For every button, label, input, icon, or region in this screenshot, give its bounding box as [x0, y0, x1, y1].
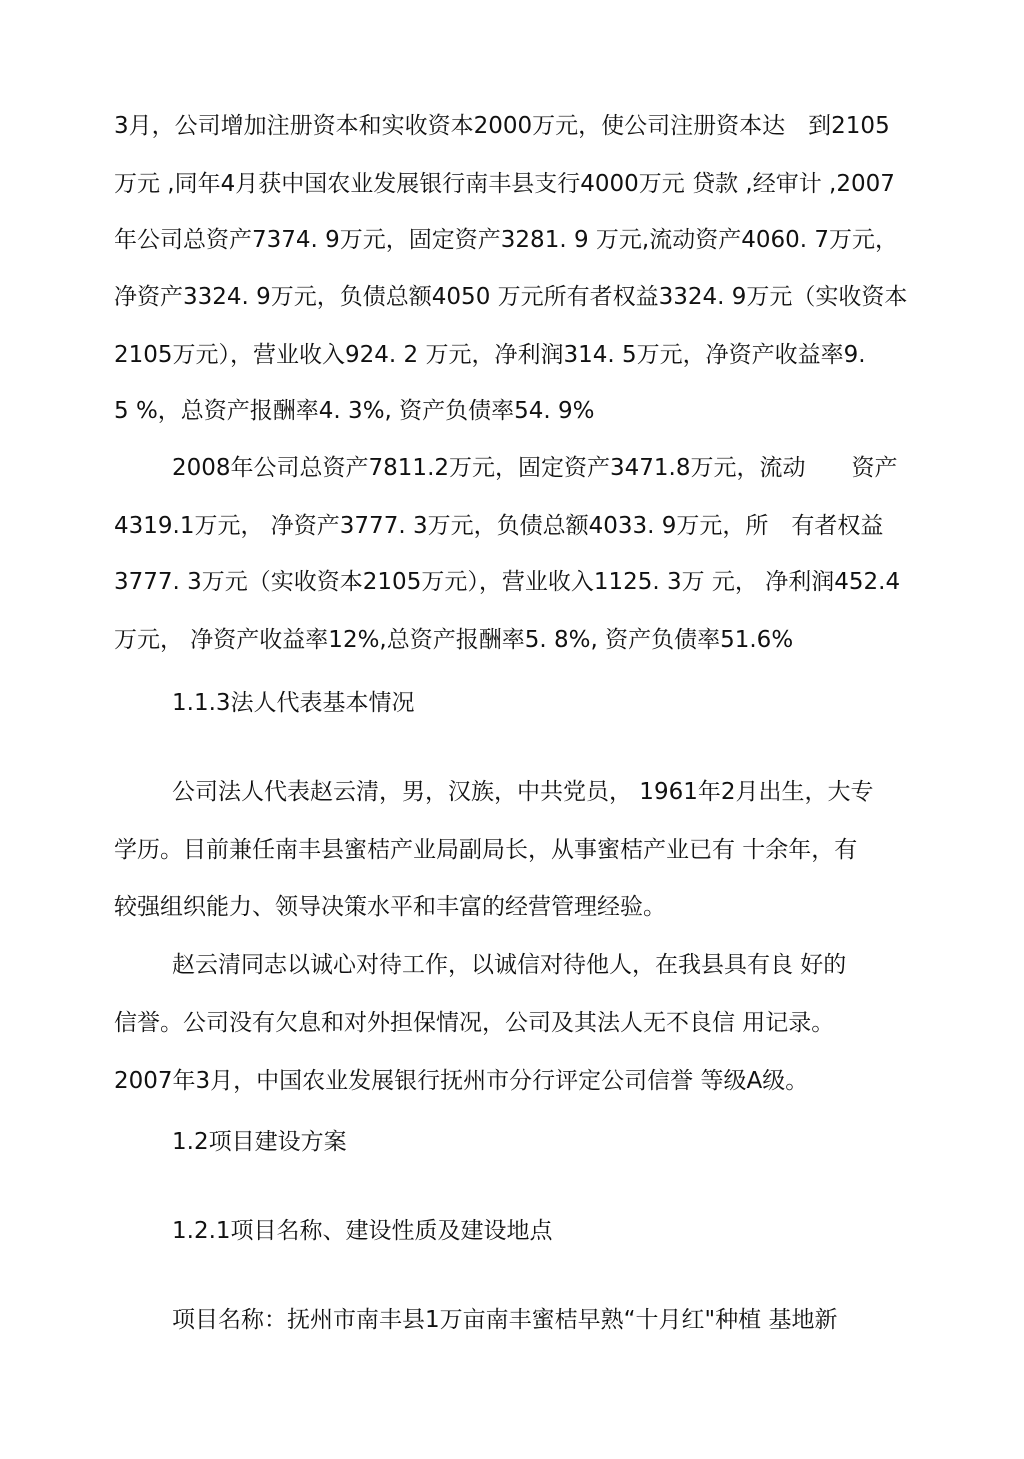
paragraph-line: 2105万元），营业收入924. 2 万元，净利润314. 5万元，净资产收益率9. [114, 342, 866, 368]
paragraph-line: 4319.1万元， 净资产3777. 3万元，负债总额4033. 9万元，所 有者权益 [114, 513, 884, 539]
paragraph-line: 信誉。公司没有欠息和对外担保情况，公司及其法人无不良信 用记录。 [114, 1010, 835, 1036]
paragraph-line: 项目名称：抚州市南丰县1万亩南丰蜜桔早熟“十月红"种植 基地新 [172, 1307, 838, 1333]
paragraph-line: 万元 ,同年4月获中国农业发展银行南丰县支行4000万元 贷款 ,经审计 ,2007 [114, 171, 895, 197]
section-heading: 1.1.3法人代表基本情况 [172, 690, 415, 716]
paragraph-line: 公司法人代表赵云清，男，汉族，中共党员， 1961年2月出生，大专 [172, 779, 874, 805]
paragraph-line: 3月，公司增加注册资本和实收资本2000万元，使公司注册资本达 到2105 [114, 113, 890, 139]
paragraph-line: 学历。目前兼任南丰县蜜桔产业局副局长，从事蜜桔产业已有 十余年，有 [114, 837, 858, 863]
section-heading: 1.2.1项目名称、建设性质及建设地点 [172, 1218, 553, 1244]
paragraph-line: 净资产3324. 9万元，负债总额4050 万元所有者权益3324. 9万元（实收资本 [114, 284, 908, 310]
paragraph-line: 5 %，总资产报酬率4. 3%, 资产负债率54. 9% [114, 398, 595, 424]
paragraph-line: 较强组织能力、领导决策水平和丰富的经营管理经验。 [114, 894, 666, 920]
paragraph-line: 年公司总资产7374. 9万元，固定资产3281. 9 万元,流动资产4060. 7万元， [114, 227, 898, 253]
section-heading: 1.2项目建设方案 [172, 1129, 347, 1155]
paragraph-line: 3777. 3万元（实收资本2105万元），营业收入1125. 3万 元， 净利润452.4 [114, 569, 901, 595]
paragraph-line: 万元， 净资产收益率12%,总资产报酬率5. 8%, 资产负债率51.6% [114, 627, 794, 653]
paragraph-line: 2008年公司总资产7811.2万元，固定资产3471.8万元，流动 资产 [172, 455, 898, 481]
paragraph-line: 2007年3月，中国农业发展银行抚州市分行评定公司信誉 等级A级。 [114, 1068, 809, 1094]
paragraph-line: 赵云清同志以诚心对待工作，以诚信对待他人，在我县具有良 好的 [172, 952, 847, 978]
